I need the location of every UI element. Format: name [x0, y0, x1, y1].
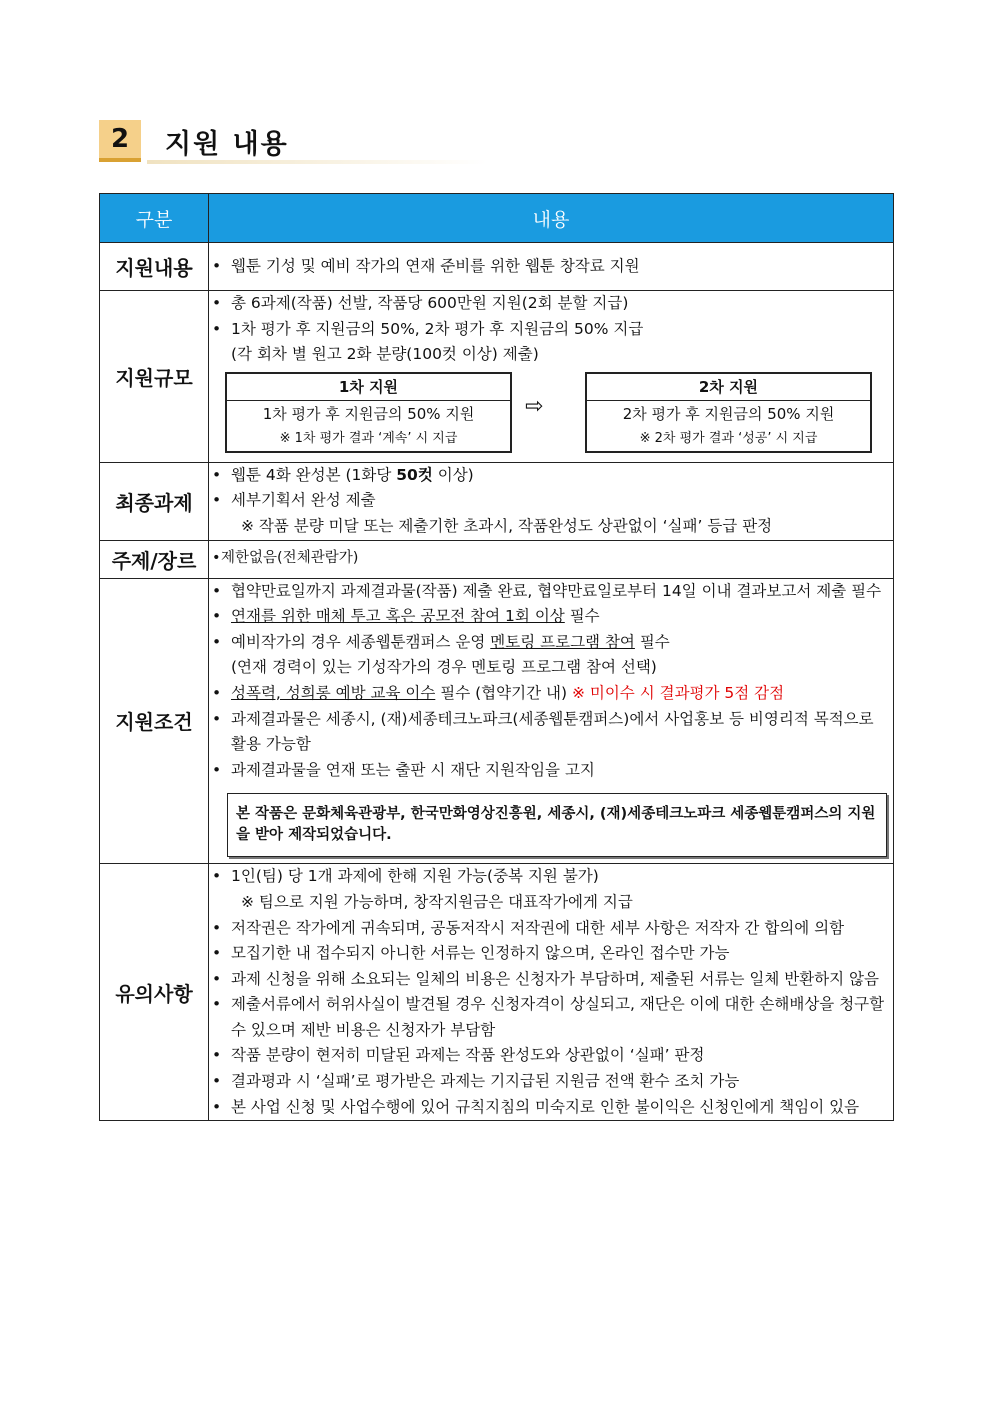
condition-line-6: • 과제결과물을 연재 또는 출판 시 재단 지원작임을 고지	[209, 758, 893, 784]
caution-line-7: • 결과평과 시 ‘실패’로 평가받은 과제는 기지급된 지원금 전액 환수 조치 가능	[209, 1069, 893, 1095]
condition-2-text: 필수	[564, 607, 600, 626]
caution-line-2: • 저작권은 작가에게 귀속되며, 공동저작시 저작권에 대한 세부 사항은 저작자 간 합의에 의함	[209, 916, 893, 942]
final-task-note: ※ 작품 분량 미달 또는 제출기한 초과시, 작품완성도 상관없이 ‘실패’ 등급 판정	[241, 516, 773, 535]
category-final-task: 최종과제	[100, 462, 209, 540]
condition-line-3	[209, 630, 893, 656]
condition-4-text: 필수 (협약기간 내)	[435, 683, 572, 702]
caution-line-5: • 제출서류에서 허위사실이 발견될 경우 신청자격이 상실되고, 재단은 이에 대한 손해배상을 청구할 수 있으며 제반 비용은 신청자가 부담함	[209, 992, 893, 1043]
payment-flow	[209, 372, 893, 460]
scale-line-2: • 1차 평가 후 지원금의 50%, 2차 평가 후 지원금의 50% 지급	[209, 317, 893, 343]
row-support-content	[100, 243, 894, 291]
table-header-row	[100, 194, 894, 243]
arrow-right-icon: ⇨	[525, 393, 544, 419]
final-task-text: 웹툰 4화 완성본 (1화당	[231, 465, 397, 484]
caution-line-1-note: ※ 팀으로 지원 가능하며, 창작지원금은 대표작가에게 지급	[241, 892, 633, 911]
condition-2-underlined: 연재를 위한 매체 투고 혹은 공모전 참여 1회 이상	[231, 607, 565, 626]
condition-line-1: • 협약만료일까지 과제결과물(작품) 제출 완료, 협약만료일로부터 14일 이내 결과보고서 제출 필수	[209, 579, 893, 605]
row-genre	[100, 540, 894, 578]
condition-4-penalty: ※ 미이수 시 결과평가 5점 감점	[571, 683, 785, 702]
second-payment-title: 2차 지원	[587, 374, 870, 401]
second-payment-note: ※ 2차 평가 결과 ‘성공’ 시 지급	[639, 430, 818, 446]
category-support-scale: 지원규모	[100, 291, 209, 463]
category-support-content: 지원내용	[100, 243, 209, 291]
caution-line-1: • 1인(팀) 당 1개 과제에 한해 지원 가능(중복 지원 불가)	[209, 864, 893, 890]
row-support-scale	[100, 291, 894, 463]
section-title: 지원 내용	[165, 129, 289, 160]
section-number: 2	[99, 120, 141, 162]
category-conditions: 지원조건	[100, 578, 209, 864]
first-payment-note: ※ 1차 평가 결과 ‘계속’ 시 지급	[279, 430, 458, 446]
category-genre: 주제/장르	[100, 540, 209, 578]
support-content-line: • 웹툰 기성 및 예비 작가의 연재 준비를 위한 웹툰 창작료 지원	[209, 254, 893, 280]
condition-line-4	[209, 681, 893, 707]
header-category: 구분	[100, 194, 209, 243]
condition-line-5: • 과제결과물은 세종시, (재)세종테크노파크(세종웹툰캠퍼스)에서 사업홍보 등 비영리적 목적으로 활용 가능함	[209, 707, 893, 758]
condition-3-underlined: 멘토링 프로그램 참여	[490, 632, 635, 651]
caution-line-3: • 모집기한 내 접수되지 아니한 서류는 인정하지 않으며, 온라인 접수만 가능	[209, 941, 893, 967]
condition-4-underlined: 성폭력, 성희롱 예방 교육 이수	[231, 683, 436, 702]
condition-line-3-sub: (연재 경력이 있는 기성작가의 경우 멘토링 프로그램 참여 선택)	[231, 658, 657, 677]
second-payment-box	[585, 372, 872, 453]
row-conditions	[100, 578, 894, 864]
scale-line-3: (각 회차 별 원고 2화 분량(100컷 이상) 제출)	[231, 345, 539, 364]
genre-line: • 제한없음(전체관람가)	[209, 546, 893, 572]
caution-line-8: • 본 사업 신청 및 사업수행에 있어 규칙지침의 미숙지로 인한 불이익은 신청인에게 책임이 있음	[209, 1095, 893, 1121]
caution-line-4: • 과제 신청을 위해 소요되는 일체의 비용은 신청자가 부담하며, 제출된 서류는 일체 반환하지 않음	[209, 967, 893, 993]
credit-notice-box: 본 작품은 문화체육관광부, 한국만화영상진흥원, 세종시, (재)세종테크노파크 세종웹툰캠퍼스의 지원을 받아 제작되었습니다.	[227, 793, 887, 857]
scale-line-1: • 총 6과제(작품) 선발, 작품당 600만원 지원(2회 분할 지급)	[209, 291, 893, 317]
final-task-line-2: • 세부기획서 완성 제출	[209, 488, 893, 514]
row-final-task	[100, 462, 894, 540]
first-payment-title: 1차 지원	[227, 374, 510, 401]
category-cautions: 유의사항	[100, 864, 209, 1121]
final-task-line-1	[209, 463, 893, 489]
second-payment-body: 2차 평가 후 지원금의 50% 지원	[622, 404, 835, 423]
condition-3-text-end: 필수	[634, 632, 670, 651]
condition-3-text: 예비작가의 경우 세종웹툰캠퍼스 운영	[231, 632, 491, 651]
section-heading	[99, 120, 499, 166]
final-task-cut-count: 50컷	[396, 465, 433, 484]
first-payment-box	[225, 372, 512, 453]
row-cautions	[100, 864, 894, 1121]
header-content: 내용	[209, 194, 894, 243]
support-table	[99, 193, 894, 1121]
section-underline	[147, 160, 487, 164]
first-payment-body: 1차 평가 후 지원금의 50% 지원	[262, 404, 475, 423]
condition-line-2	[209, 604, 893, 630]
final-task-text-end: 이상)	[432, 465, 474, 484]
caution-line-6: • 작품 분량이 현저히 미달된 과제는 작품 완성도와 상관없이 ‘실패’ 판정	[209, 1043, 893, 1069]
